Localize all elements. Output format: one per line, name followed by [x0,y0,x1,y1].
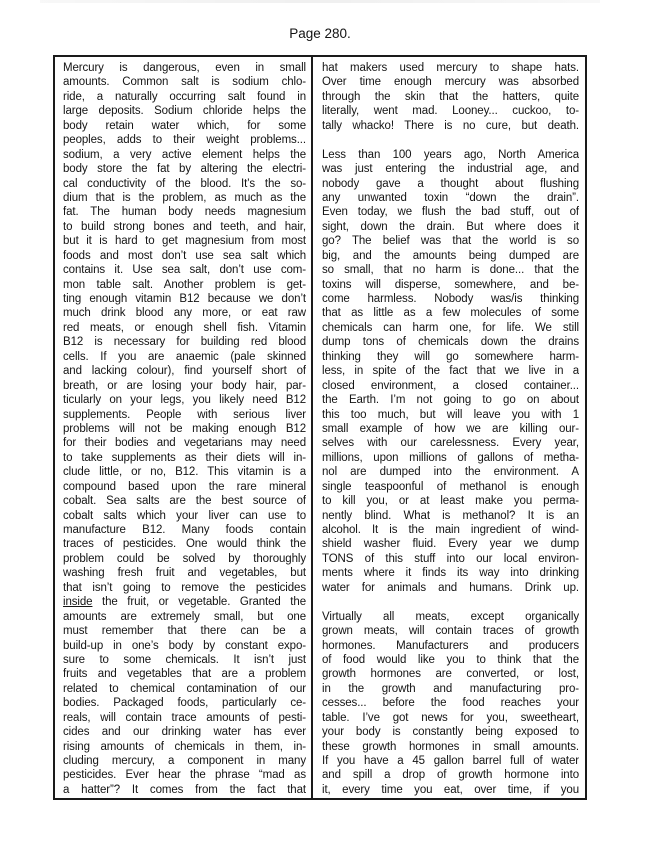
text-line: less, in spite of the fact that we live in a [322,365,579,378]
text-line: dump tons of chemicals down the drains [322,336,579,349]
right-column [313,57,585,798]
text-line: contains it. Use sea salt, don’t use com- [63,264,306,277]
text-line: amounts. Common salt is sodium chlo- [63,76,306,89]
text-line: body retain water which, for some [63,119,306,132]
text-line: these growth hormones in small amounts. [322,740,579,753]
text-line: fat. The human body needs magnesium [63,206,306,219]
text-line: sodium, a very active element helps the [63,148,306,161]
text-line: If you have a 45 gallon barrel full of water [322,755,579,767]
text-line: a hatter”? It comes from the fact that [63,783,306,796]
text-line: cesses... before the food reaches your [322,697,579,710]
text-line: hat makers used mercury to shape hats. [322,62,579,74]
text-line: water for animals and humans. Drink up. [322,581,579,594]
text-line: shield washer fluid. Every year we dump [322,538,579,551]
text-line: millions, upon millions of gallons of metha- [322,451,579,464]
text-line: closed environment, a closed container... [322,379,579,392]
text-line: dium that is the problem, as much as the [63,191,306,204]
text-line: selves with our carelessness. Every year, [322,437,579,450]
text-line: reals, will contain trace amounts of pesti- [63,711,306,724]
text-line: any unwanted toxin “down the drain”. [322,191,579,204]
text-line: of food would like you to think that the [322,653,579,666]
text-line: mon table salt. Another problem is get- [63,278,306,291]
text-line: cells. If you are anaemic (pale skinned [63,350,306,363]
text-line: inside the fruit, or vegetable. Granted the [63,596,306,609]
text-line: Over time enough mercury was absorbed [322,76,579,89]
text-line: chemicals can harm one, for life. We still [322,321,579,334]
text-line: grown meats, will contain traces of growth [322,625,579,638]
text-line: breath, or are losing your body hair, par- [63,379,306,392]
text-line: cobalt. Sea salts are the best source of [63,495,306,508]
text-line: peoples, adds to their weight problems... [63,134,306,147]
text-line: Even today, we flush the bad stuff, out of [322,206,579,219]
text-line: go? The belief was that the world is so [322,235,579,248]
scan-artifact [40,0,600,3]
text-line: it, every time you eat, over time, if you [322,783,579,796]
text-line: the Earth. I’m not going to go on about [322,394,579,407]
text-line: related to chemical contamination of our [63,682,306,695]
left-column [55,57,313,798]
text-line: literally, went mad. Looney... cuckoo, to- [322,105,579,118]
text-line: to build strong bones and teeth, and hair, [63,220,306,233]
text-line: build-up in one’s body by constant expo- [63,639,306,652]
text-line: your body is constantly being exposed to [322,726,579,739]
text-line: washing fresh fruit and vegetables, but [63,567,306,580]
text-line: nently blind. What is methanol? It is an [322,509,579,522]
text-line: big, and the amounts being dumped are [322,249,579,262]
text-line: much drink blood any more, or eat raw [63,307,306,320]
text-line: nobody gave a thought about flushing [322,177,579,190]
text-line: but it is hard to get magnesium from most [63,235,306,248]
text-line: tally whacko! There is no cure, but death. [322,119,579,132]
text-line: clude little, or no, B12. This vitamin is a [63,466,306,479]
text-line: hormones. Manufacturers and producers [322,639,579,652]
text-line: cides and our drinking water has ever [63,726,306,739]
text-line: single teaspoonful of methanol is enough [322,480,579,493]
text-line: Mercury is dangerous, even in small [63,62,306,74]
text-line: that isn’t going to remove the pesticides [63,581,306,594]
text-line: was just entering the industrial age, and [322,163,579,176]
text-line: ride, a naturally occurring salt found in [63,90,306,103]
text-line: in the growth and manufacturing pro- [322,682,579,695]
text-line: ting enough vitamin B12 because we don’t [63,293,306,305]
text-line: cobalt salts which your liver can use to [63,509,306,522]
text-line: growth hormones are converted, or lost, [322,668,579,681]
text-line: must remember that there can be a [63,625,306,638]
text-line: through the skin that the hatters, quite [322,90,579,103]
text-line: table. I’ve got news for you, sweetheart, [322,711,579,724]
text-line: Less than 100 years ago, North America [322,148,579,161]
text-line [322,133,579,147]
text-line: sight, down the drain. But where does it [322,220,579,233]
text-line: sure to some chemicals. It isn’t just [63,653,306,666]
text-line: that as little as a few molecules of some [322,307,579,320]
text-line: alcohol. It is the main ingredient of wind- [322,524,579,536]
text-line: toxins will disperse, somewhere, and be- [322,278,579,291]
text-line: and lacking colour), find yourself short of [63,365,306,378]
text-line: cal conductivity of the blood. It’s the so- [63,177,306,190]
text-line: cluding mercury, a component in many [63,755,306,767]
text-line: amounts are extremely small, but one [63,610,306,623]
text-line: B12 is necessary for building red blood [63,336,306,349]
text-line: manufacture B12. Many foods contain [63,524,306,536]
text-line: come harmless. Nobody was/is thinking [322,293,579,305]
text-line: ticularly on your legs, you likely need B12 [63,394,306,407]
text-line: red meats, or enough shell fish. Vitamin [63,321,306,334]
text-line: thinking they will go somewhere harm- [322,350,579,363]
text-line: Virtually all meats, except organically [322,610,579,623]
text-line: traces of pesticides. One would think the [63,538,306,551]
text-line: large deposits. Sodium chloride helps the [63,105,306,118]
text-line: bodies. Packaged foods, particularly ce- [63,697,306,710]
text-line: for their bodies and vegetarians may need [63,437,306,450]
text-line: problem could be solved by thoroughly [63,552,306,565]
text-line: fruits and vegetables that are a problem [63,668,306,681]
text-line: supplements. People with serious liver [63,408,306,421]
text-line: pesticides. Ever hear the phrase “mad as [63,769,306,782]
page-number-header: Page 280. [289,26,351,41]
text-line: so small, that no harm is done... that the [322,264,579,277]
two-column-text-box [53,55,587,800]
text-line: body store the fat by altering the electri- [63,163,306,176]
text-line: compound based upon the rare mineral [63,480,306,493]
text-line: and spill a drop of growth hormone into [322,769,579,782]
text-line: TONS of this stuff into our local environ- [322,552,579,565]
text-line: to take supplements as their diets will in- [63,451,306,464]
text-line: to kill you, or at least make you perma- [322,495,579,508]
text-line [322,595,579,609]
text-line: rising amounts of chemicals in them, in- [63,740,306,753]
text-line: foods and most don’t use sea salt which [63,249,306,262]
text-line: problems will not be making enough B12 [63,422,306,435]
text-line: ments where it finds its way into drinking [322,567,579,580]
text-line: this too much, but will leave you with 1 [322,408,579,421]
text-line: nol are dumped into the environment. A [322,466,579,479]
text-line: small example of how we are killing our- [322,422,579,435]
